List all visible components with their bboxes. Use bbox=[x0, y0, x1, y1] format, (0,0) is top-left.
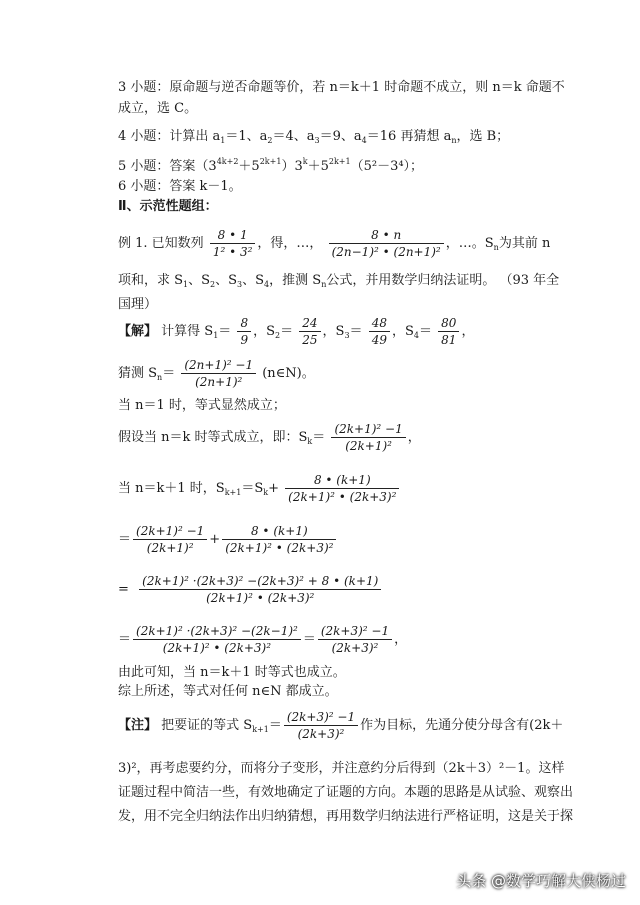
step-line: 当 n＝k＋1 时，$S_{k+1}=S_k+$ $\frac{8 • (k+1)}{\text{(2k+1)² • (2k+3)²}}$ bbox=[118, 471, 552, 511]
note-line: 【注】 把要证的等式 $S_{k+1}=$ $\frac{\text{(2k+3)² −1}}{\text{(2k+3)²}}$ 作为目标，先通分使分母含有(2k＋ bbox=[118, 710, 564, 741]
text-line: 4 小题：计算出 $a_1=1$、$a_2=4$、$a_3=9$、$a_4=16$ 再猜想 $a_n$，选 B； bbox=[118, 129, 510, 145]
step-line: ＝ $\frac{\text{(2k+1)² ·(2k+3)² −(2k−1)²}}{\text{(2k+1)² • (2k+3)²}}$ ＝ $\frac{\text{(2k+3)² −1}}{\text{(2k+3)²}}$ ， bbox=[118, 624, 408, 655]
text-line: 6 小题：答案 k－1。 bbox=[118, 179, 242, 194]
solution-line: 【解】 计算得 $S_1=$ $\frac{8}{9}$ ，$S_2=$ $\frac{24}{25}$ ，$S_3=$ $\frac{48}{49}$ ，$S_4=$ $\frac{80}{81}$ ， bbox=[118, 316, 475, 347]
section-heading: Ⅱ、示范性题组： bbox=[118, 199, 218, 214]
watermark: 头条 @数学巧解大侠杨过 bbox=[456, 872, 626, 890]
fraction: $\frac{8 • n}{\text{(2n−1)² • (2n+1)²}}$ bbox=[329, 227, 444, 260]
text-line: 当 n＝1 时，等式显然成立； bbox=[118, 398, 286, 413]
text-line: 成立，选 C。 bbox=[118, 101, 198, 116]
text-line: 国理） bbox=[118, 297, 158, 312]
text-line: 综上所述，等式对任何 n∈N 都成立。 bbox=[118, 684, 338, 699]
text-line: 3)²，再考虑要约分，而将分子变形，并注意约分后得到（2k＋3）²－1。这样 bbox=[118, 761, 565, 776]
guess-line: 猜测 $S_n=$ $\frac{\text{(2n+1)² −1}}{\text{(2n+1)²}}$ (n∈N)。 bbox=[118, 358, 315, 389]
text-line: 证题过程中简洁一些，有效地确定了证题的方向。本题的思路是从试验、观察出 bbox=[118, 785, 574, 800]
fraction: $\frac{8 • 1}{\text{1² • 3²}}$ bbox=[210, 227, 256, 260]
text-line: 5 小题：答案$(3^{4k+2}+5^{2k+1})3^k+5^{2k+1}(5^2-3^4)$； bbox=[118, 157, 424, 174]
text-line: 由此可知，当 n＝k＋1 时等式也成立。 bbox=[118, 665, 346, 680]
example-line: 例 1. 已知数列 $\frac{8 • 1}{\text{1² • 3²}}$ ，得，…， $\frac{8 • n}{\text{(2n−1)² • (2n+1)²}}$ ，…。$S_n$为其前 n bbox=[118, 228, 551, 259]
text-line: 发，用不完全归纳法作出归纳猜想，再用数学归纳法进行严格证明，这是关于探 bbox=[118, 809, 574, 824]
assume-line: 假设当 n＝k 时等式成立，即：$S_k=$ $\frac{\text{(2k+1)² −1}}{\text{(2k+1)²}}$ ， bbox=[118, 422, 421, 453]
step-line: = $\frac{\text{(2k+1)² ·(2k+3)² −(2k+3)² + 8 • (k+1)}}{\text{(2k+1)² • (2k+3)²}}$ bbox=[118, 572, 552, 608]
text-line: 项和，求 $S_1$、$S_2$、$S_3$、$S_4$，推测 $S_n$公式，并用数学归纳法证明。 （93 年全 bbox=[118, 273, 560, 289]
step-line: ＝ $\frac{\text{(2k+1)² −1}}{\text{(2k+1)²}}$ + $\frac{8 • (k+1)}{\text{(2k+1)² • (2k+3)²}}$ bbox=[118, 522, 552, 558]
text-line: 3 小题：原命题与逆否命题等价，若 n＝k＋1 时命题不成立，则 n＝k 命题不 bbox=[118, 80, 565, 95]
